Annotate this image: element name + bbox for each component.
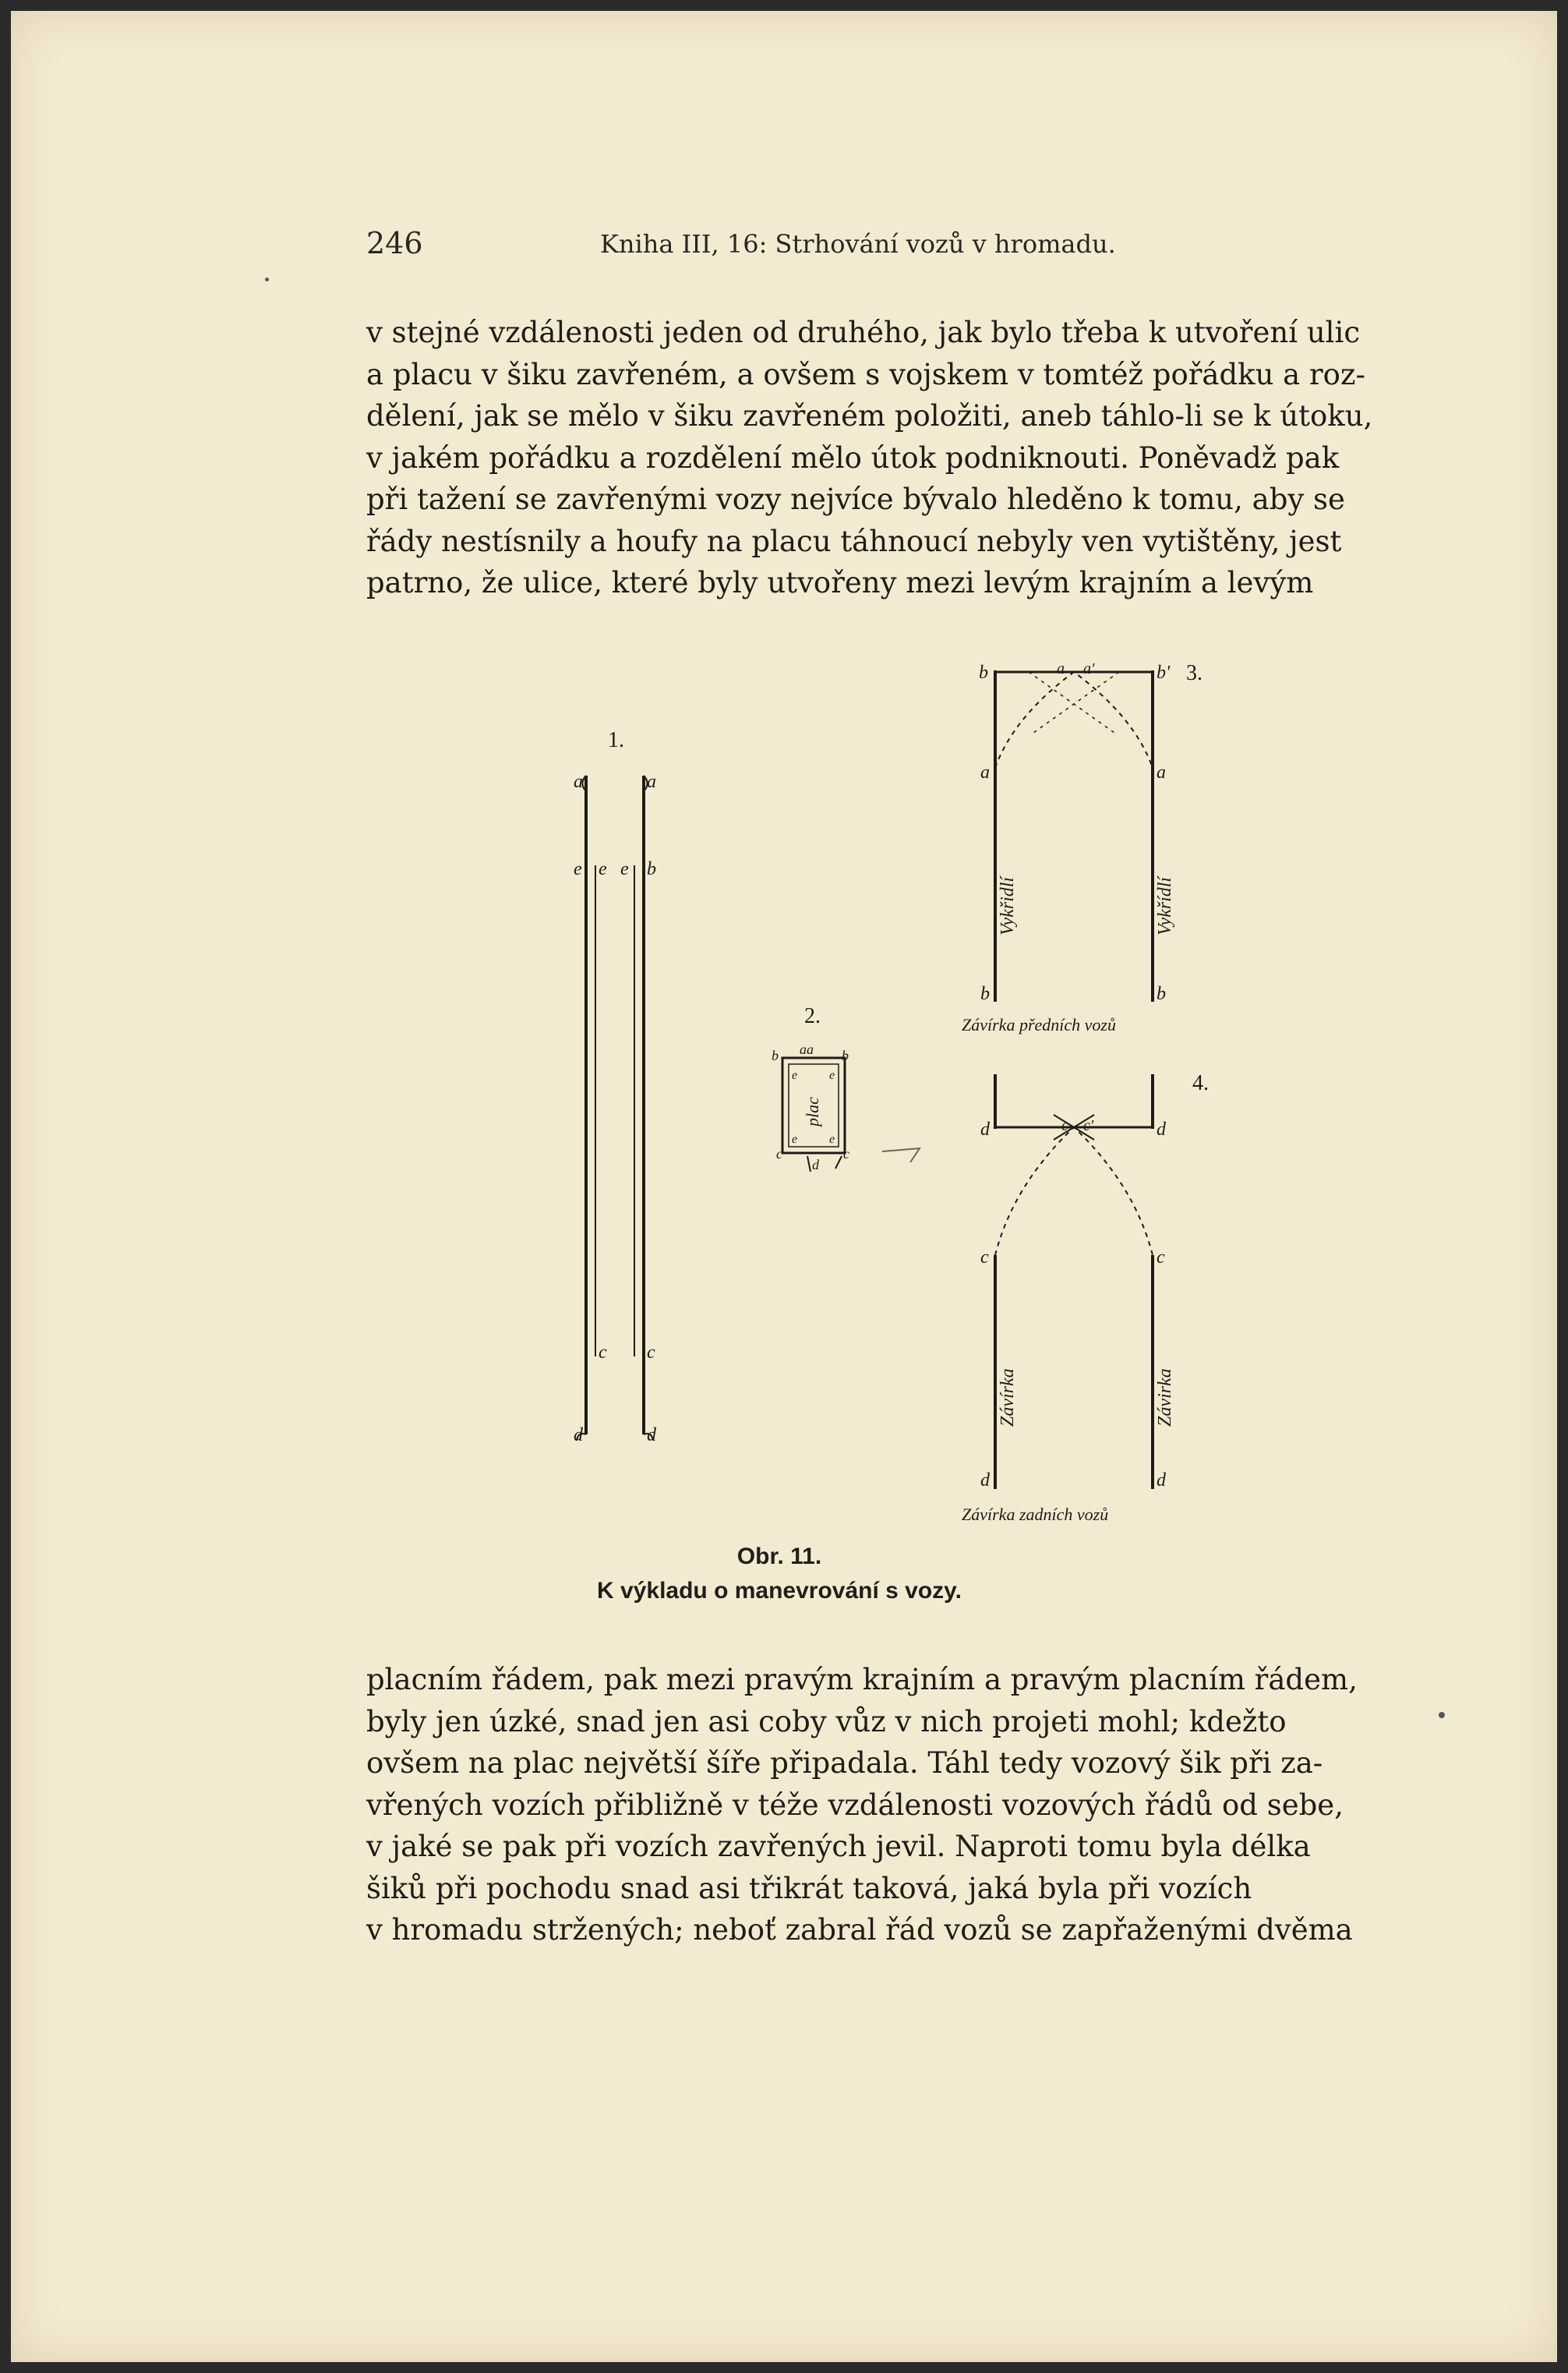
text-line: v jakém pořádku a rozdělení mělo útok podniknouti. Poněvadž pak xyxy=(366,440,1340,475)
diagram-2-letter: c xyxy=(776,1146,782,1162)
running-head: Kniha III, 16: Strhování vozů v hromadu. xyxy=(600,229,1116,259)
diagram-3-letter: b xyxy=(979,663,988,683)
diagram-1-letter: c xyxy=(647,1342,655,1363)
diagram-1-letter: d xyxy=(647,1425,656,1445)
diagram-3-letter: a xyxy=(1157,762,1166,783)
diagram-2-letter: e xyxy=(829,1069,835,1082)
text-line: v stejné vzdálenosti jeden od druhého, jak bylo třeba k utvoření ulic xyxy=(366,316,1361,349)
text-line: placním řádem, pak mezi pravým krajním a pravým placním řádem, xyxy=(366,1663,1358,1696)
text-line: v jaké se pak při vozích zavřených jevil. Naproti tomu byla délka xyxy=(366,1830,1311,1863)
diagram-3-number: 3. xyxy=(1186,661,1202,685)
text-line: v hromadu stržených; neboť zabral řád vozů se zapřaženými dvěma xyxy=(366,1913,1353,1947)
diagram-3-letter: b xyxy=(1157,984,1166,1004)
page-number: 246 xyxy=(366,226,423,260)
diagram-1-lines xyxy=(577,776,653,1441)
diagram-2-letter: e xyxy=(792,1133,798,1146)
diagram-1-letter: a xyxy=(574,772,583,792)
diagram-1-letter: e xyxy=(620,859,629,879)
diagram-4-label-right: Závirka xyxy=(1155,1368,1175,1427)
diagram-3-letter: b' xyxy=(1157,663,1171,683)
diagram-4-letter: c xyxy=(1157,1247,1165,1268)
diagram-4-lines xyxy=(995,1074,1153,1489)
diagram-3-caption: Závírka předních vozů xyxy=(962,1015,1116,1034)
diagram-3-wing-label-left: Vykřidlí xyxy=(998,876,1018,935)
diagram-2-letter: b xyxy=(842,1048,849,1063)
text-line: dělení, jak se mělo v šiku zavřeném položiti, aneb táhlo-li se k útoku, xyxy=(366,399,1373,433)
figure-caption-title: Obr. 11. xyxy=(736,1544,822,1569)
diagram-4-letter: d xyxy=(1157,1119,1166,1140)
diagram-4-number: 4. xyxy=(1192,1071,1209,1095)
diagram-2-letter: b xyxy=(772,1048,779,1063)
diagram-1-letter: e xyxy=(574,859,582,879)
diagram-3-letter: a' xyxy=(1083,660,1095,677)
margin-speck xyxy=(1439,1712,1445,1718)
diagram-1-letter: e xyxy=(599,859,607,879)
diagram-2-number: 2. xyxy=(804,1004,821,1028)
diagram-1-letter: a xyxy=(647,772,656,792)
diagram-3-wing-label-right: Vykřídlí xyxy=(1155,876,1175,935)
text-line: byly jen úzké, snad jen asi coby vůz v nich projeti mohl; kdežto xyxy=(366,1704,1287,1738)
diagram-2-letter: e xyxy=(792,1069,798,1082)
diagram-2-letter: aa xyxy=(800,1042,814,1057)
diagram-3-letter: a xyxy=(980,762,990,783)
diagram-4-label-left: Závírka xyxy=(998,1368,1018,1427)
diagram-4-letter: d xyxy=(980,1470,990,1491)
diagram-2-inner-label: plac xyxy=(803,1097,822,1126)
diagram-1-number: 1. xyxy=(608,728,624,752)
diagram-2-letter: d xyxy=(812,1157,819,1172)
diagram-4-letter: c xyxy=(1061,1117,1068,1134)
diagram-3-letter: b xyxy=(980,984,990,1004)
diagram-4-letter: d xyxy=(1157,1470,1166,1491)
text-line: patrno, že ulice, které byly utvořeny mezi levým krajním a levým xyxy=(366,566,1314,599)
diagram-4-letter: c' xyxy=(1083,1117,1094,1134)
text-line: vřených vozích přibližně v téže vzdálenosti vozových řádů od sebe, xyxy=(366,1788,1344,1822)
text-line: při tažení se zavřenými vozy nejvíce bývalo hleděno k tomu, aby se xyxy=(366,483,1345,516)
text-line: řády nestísnily a houfy na placu táhnoucí nebyly ven vytištěny, jest xyxy=(366,524,1342,558)
diagram-4-letter: d xyxy=(980,1119,990,1140)
diagram-1-letter: d xyxy=(574,1425,583,1445)
margin-speck xyxy=(265,278,269,281)
text-line: ovšem na plac největší šíře připadala. Táhl tedy vozový šik při za- xyxy=(366,1746,1323,1780)
diagram-1-letter: b xyxy=(647,859,656,879)
diagram-3-letter: a xyxy=(1057,660,1065,677)
diagram-2-letter: c xyxy=(843,1146,849,1162)
diagram-4-letter: c xyxy=(980,1247,989,1268)
diagram-2-letter: e xyxy=(829,1133,835,1146)
diagram-4-caption: Závírka zadních vozů xyxy=(962,1505,1109,1524)
diagram-1-letter: c xyxy=(599,1342,607,1363)
figure-caption-text: K výkladu o manevrování s vozy. xyxy=(597,1578,962,1604)
text-line: a placu v šiku zavřeném, a ovšem s vojskem v tomtéž pořádku a roz- xyxy=(366,357,1365,391)
text-line: šiků při pochodu snad asi třikrát taková, jaká byla při vozích xyxy=(366,1871,1252,1905)
bottom-paragraph xyxy=(366,1659,1358,1951)
diagram-3-lines xyxy=(995,670,1153,1002)
